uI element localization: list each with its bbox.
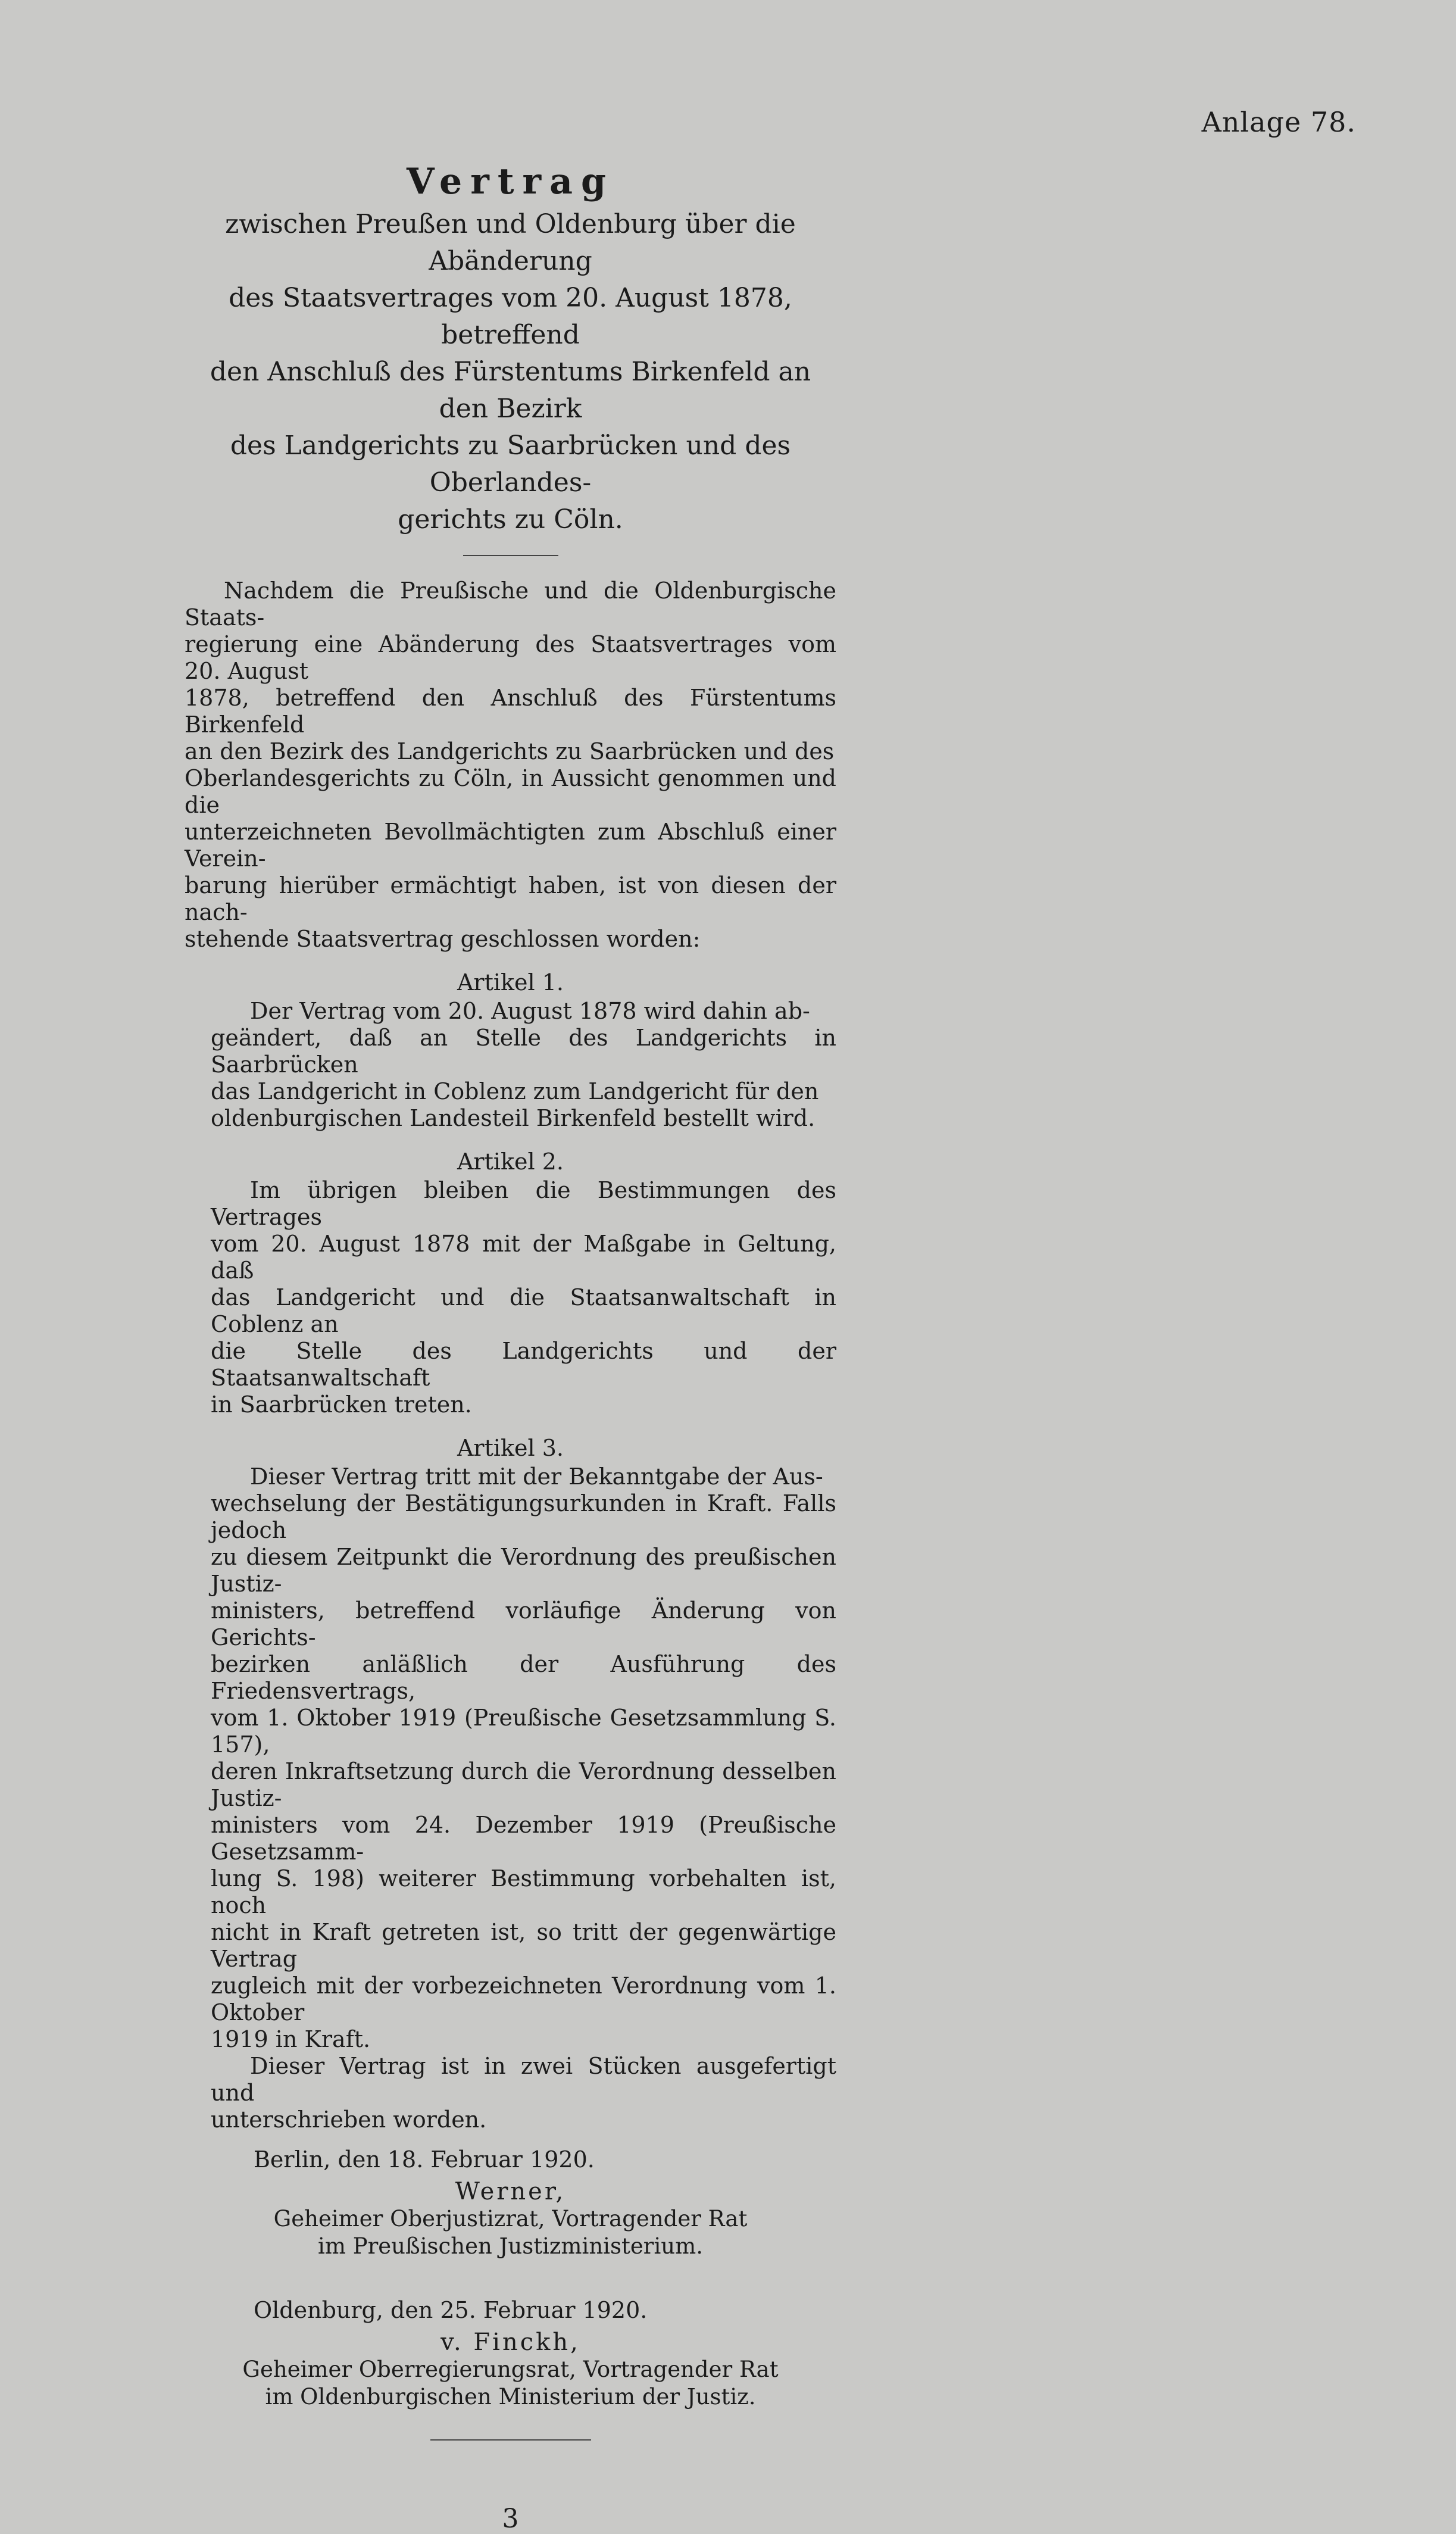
title-divider bbox=[463, 555, 558, 556]
document-title: Vertrag bbox=[407, 161, 614, 202]
signature-oldenburg bbox=[185, 2297, 836, 2411]
signature-place-date: Berlin, den 18. Februar 1920. bbox=[254, 2146, 595, 2173]
article-2-heading: Artikel 2. bbox=[457, 1149, 564, 1175]
annex-label: Anlage 78. bbox=[1201, 106, 1356, 138]
signature-spacer bbox=[185, 2260, 836, 2284]
article-1-heading: Artikel 1. bbox=[457, 969, 564, 996]
article-2-text: Im übrigen bleiben die Bestimmungen des Vertrages vom 20. August 1878 mit der Maßgabe in Geltung, daß das Landgericht und die Staatsanwaltschaft in Coblenz an die Stelle des Landgerichts und der Staatsanwaltschaft in Saarbrücken treten. bbox=[211, 1177, 836, 1418]
document-subtitle: zwischen Preußen und Oldenburg über die Abänderung des Staatsvertrages vom 20. August 1878, betreffend den Anschluß des Fürstentums Birkenfeld an den Bezirk des Landgerichts zu Saarbrücken und des Oberlandes- gerichts zu Cöln. bbox=[210, 209, 811, 535]
article-2 bbox=[185, 1149, 836, 1418]
article-1 bbox=[185, 969, 836, 1132]
article-3-text: Dieser Vertrag tritt mit der Bekanntgabe der Aus- wechselung der Bestätigungsurkunden in Kraft. Falls jedoch zu diesem Zeitpunkt die Verordnung des preußischen Justiz- ministers, betreffend vorläufige Änderung von Gerichts- bezirken anläßlich der Ausführung des Friedensvertrags, vom 1. Oktober 1919 (Preußische Gesetzsammlung S. 157), deren Inkraftsetzung durch die Verordnung desselben Justiz- ministers vom 24. Dezember 1919 (Preußische Gesetzsamm- lung S. 198) weiterer Bestimmung vorbehalten ist, noch nicht in Kraft getreten ist, so tritt der gegenwärtige Vertrag zugleich mit der vorbezeichneten Verordnung vom 1. Oktober 1919 in Kraft. bbox=[211, 1463, 836, 2052]
signature-place-date: Oldenburg, den 25. Februar 1920. bbox=[254, 2297, 648, 2323]
signer-title: Geheimer Oberregierungsrat, Vortragender Rat im Oldenburgischen Ministerium der Justiz. bbox=[242, 2357, 779, 2410]
signature-berlin bbox=[185, 2146, 836, 2260]
page-number: 3 bbox=[502, 2504, 519, 2534]
article-3-heading: Artikel 3. bbox=[457, 1435, 564, 1461]
closing-divider bbox=[430, 2439, 591, 2441]
signer-name: Werner, bbox=[455, 2178, 566, 2205]
article-3 bbox=[185, 1435, 836, 2133]
article-1-text: Der Vertrag vom 20. August 1878 wird dahin ab- geändert, daß an Stelle des Landgerichts in Saarbrücken das Landgericht in Coblenz zum Landgericht für den oldenburgischen Landesteil Birkenfeld bestellt wird. bbox=[211, 998, 836, 1131]
signer-name: v. Finckh, bbox=[440, 2329, 580, 2356]
article-3-closing: Dieser Vertrag ist in zwei Stücken ausgefertigt und unterschrieben worden. bbox=[211, 2053, 836, 2133]
document-body bbox=[185, 161, 836, 2534]
signer-title: Geheimer Oberjustizrat, Vortragender Rat im Preußischen Justizministerium. bbox=[273, 2206, 748, 2259]
preamble-paragraph: Nachdem die Preußische und die Oldenburgische Staats- regierung eine Abänderung des Staatsvertrages vom 20. August 1878, betreffend den Anschluß des Fürstentums Birkenfeld an den Bezirk des Landgerichts zu Saarbrücken und des Oberlandesgerichts zu Cöln, in Aussicht genommen und die unterzeichneten Bevollmächtigten zum Abschluß einer Verein- barung hierüber ermächtigt haben, ist von diesen der nach- stehende Staatsvertrag geschlossen worden: bbox=[185, 578, 836, 952]
